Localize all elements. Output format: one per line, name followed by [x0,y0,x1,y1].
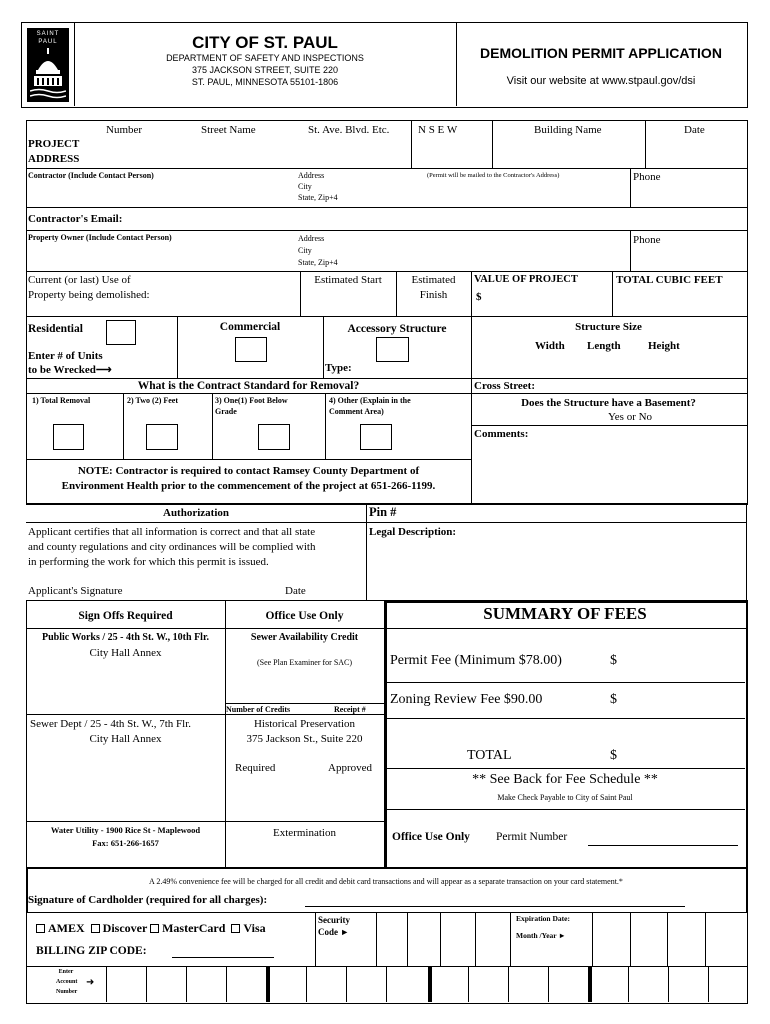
certify-line-1: Applicant certifies that all information is correct and that all state [28,526,316,538]
commercial-label: Commercial [219,321,281,333]
certify-line-2: and county regulations and city ordinances will be complied with [28,541,316,553]
city-logo [27,28,69,102]
capitol-dome-icon [30,48,66,100]
contract-standard-title: What is the Contract Standard for Removal? [137,380,360,392]
one-foot-checkbox[interactable] [258,424,290,450]
office-use-title: Office Use Only [265,610,344,622]
enter-account-label-2: Account [56,979,78,985]
units-label-1: Enter # of Units [28,350,103,362]
total-removal-checkbox[interactable] [53,424,84,450]
payable-note: Make Check Payable to City of Saint Paul [497,793,633,802]
arrow-right-icon: ➜ [86,977,95,988]
fees-office-use-label: Office Use Only [392,831,470,843]
project-suffix-label: St. Ave. Blvd. Etc. [308,124,390,136]
sac-note: (See Plan Examiner for SAC) [256,658,353,667]
contractor-phone-label: Phone [633,171,661,183]
contractor-label: Contractor (Include Contact Person) [28,171,154,180]
water-utility-2: Fax: 651-266-1657 [92,838,159,848]
security-code-label-2: Code ► [318,927,350,937]
billing-zip-input[interactable] [172,957,274,958]
pin-label: Pin # [369,505,397,519]
note-line-1: NOTE: Contractor is required to contact Ramsey County Department of [77,465,420,477]
option-other-1: 4) Other (Explain in the [329,396,411,405]
permit-fee-dollar: $ [610,653,617,668]
number-of-credits-label: Number of Credits [226,705,291,714]
residential-units-box[interactable] [106,320,136,345]
project-label: PROJECT [28,138,80,150]
cardholder-signature-input[interactable] [305,906,685,907]
option-one-foot-1: 3) One(1) Foot Below [215,396,288,405]
basement-question: Does the Structure have a Basement? [521,397,696,409]
dept-address1: 375 JACKSON STREET, SUITE 220 [191,65,339,75]
structure-size-label: Structure Size [575,321,642,333]
total-cubic-feet-label: TOTAL CUBIC FEET [616,274,723,286]
form-title: DEMOLITION PERMIT APPLICATION [480,45,722,61]
card-type-options[interactable] [36,922,266,936]
option-two-feet: 2) Two (2) Feet [127,396,179,405]
cardholder-signature-label: Signature of Cardholder (required for all charges): [28,894,268,906]
expiration-label-1: Expiration Date: [516,914,570,923]
zoning-fee-dollar: $ [610,692,617,707]
residential-label: Residential [28,323,83,335]
project-number-label: Number [106,124,143,136]
applicant-date-label: Date [285,585,306,597]
estimated-start-label: Estimated Start [314,274,382,286]
accessory-box[interactable] [376,337,409,362]
historical-preservation-2: 375 Jackson St., Suite 220 [246,733,363,745]
receipt-label: Receipt # [334,705,366,714]
contractor-city-label: City [298,182,312,191]
two-feet-checkbox[interactable] [146,424,178,450]
permit-number-label: Permit Number [496,831,568,843]
certify-line-3: in performing the work for which this permit is issued. [28,556,269,568]
value-dollar-sign: $ [476,291,482,303]
water-utility-1: Water Utility - 1900 Rice St - Maplewood [50,825,201,835]
billing-zip-label: BILLING ZIP CODE: [36,945,147,957]
legal-description-label: Legal Description: [369,526,457,538]
owner-state-label: State, Zip+4 [298,258,338,267]
length-label: Length [587,340,621,352]
permit-fee-label: Permit Fee (Minimum $78.00) [390,653,562,668]
enter-account-label-3: Number [56,989,78,995]
approved-label[interactable]: Approved [328,762,372,774]
mastercard-label: MasterCard [162,921,226,935]
comments-label: Comments: [474,428,529,440]
current-use-label-2: Property being demolished: [28,289,150,301]
contractor-mail-note: (Permit will be mailed to the Contractor's Address) [427,172,560,179]
fees-box [385,601,748,869]
discover-checkbox[interactable] [91,924,100,933]
security-code-label-1: Security [318,915,350,925]
accessory-structure-label: Accessory Structure [347,323,447,335]
total-dollar: $ [610,748,617,763]
contractor-email-label: Contractor's Email: [28,213,123,225]
commercial-box[interactable] [235,337,267,362]
note-line-2: Environment Health prior to the commencement of the project at 651-266-1199. [61,480,436,492]
units-label-2: to be Wrecked⟶ [28,364,112,376]
contractor-state-label: State, Zip+4 [298,193,338,202]
fee-schedule-note: ** See Back for Fee Schedule ** [472,772,658,787]
dept-name: DEPARTMENT OF SAFETY AND INSPECTIONS [166,53,364,63]
public-works-2: City Hall Annex [89,647,162,659]
city-name: CITY OF ST. PAUL [192,33,338,52]
option-other-2: Comment Area) [329,407,384,416]
signoffs-title: Sign Offs Required [78,610,173,622]
historical-preservation-1: Historical Preservation [253,718,356,730]
owner-phone-label: Phone [633,234,661,246]
total-label: TOTAL [467,748,512,763]
estimated-finish-label-2: Finish [419,289,448,301]
contractor-address-label: Address [298,171,325,180]
cross-street-label: Cross Street: [474,380,535,392]
project-building-label: Building Name [534,124,602,136]
option-total-removal: 1) Total Removal [32,396,91,405]
sewer-dept-1: Sewer Dept / 25 - 4th St. W., 7th Flr. [30,718,192,730]
contractor-email-input[interactable] [140,210,740,228]
amex-checkbox[interactable] [36,924,45,933]
other-checkbox[interactable] [360,424,392,450]
owner-label: Property Owner (Include Contact Person) [28,233,172,242]
owner-city-label: City [298,246,312,255]
comments-input[interactable] [474,442,742,500]
option-one-foot-2: Grade [215,407,237,416]
authorization-title: Authorization [163,507,229,519]
sewer-dept-2: City Hall Annex [89,733,162,745]
convenience-fee-note: A 2.49% convenience fee will be charged for all credit and debit card transactions and will appear as a separate transaction on your card statement.* [149,877,623,886]
visa-label: Visa [243,921,266,935]
address-label: ADDRESS [28,153,80,165]
public-works-1: Public Works / 25 - 4th St. W., 10th Flr. [42,632,209,643]
current-use-label-1: Current (or last) Use of [28,274,131,286]
discover-label: Discover [102,921,148,935]
value-of-project-label: VALUE OF PROJECT [474,274,578,285]
project-direction-label: N S E W [418,124,458,136]
estimated-finish-label-1: Estimated [411,274,456,286]
applicant-signature-input[interactable] [120,580,280,598]
height-label: Height [648,340,680,352]
sewer-credit-label: Sewer Availability Credit [250,632,359,643]
dept-address2: ST. PAUL, MINNESOTA 55101-1806 [191,77,339,87]
website: Visit our website at www.stpaul.gov/dsi [506,75,696,87]
summary-fees-title: SUMMARY OF FEES [483,604,647,623]
visa-checkbox[interactable] [231,924,240,933]
owner-address-label: Address [298,234,325,243]
project-date-label: Date [684,124,705,136]
project-address-input[interactable] [130,138,406,166]
basement-yes-no[interactable]: Yes or No [607,411,653,423]
expiration-label-2: Month /Year ► [516,931,566,940]
logo-text: SAINT PAUL [36,31,60,45]
enter-account-label-1: Enter [58,969,74,975]
required-label[interactable]: Required [235,762,276,774]
zoning-fee-label: Zoning Review Fee $90.00 [390,692,543,707]
accessory-type-label: Type: [325,362,352,374]
mastercard-checkbox[interactable] [150,924,159,933]
amex-label: AMEX [48,921,85,935]
project-street-label: Street Name [201,124,256,136]
applicant-signature-label: Applicant's Signature [28,585,123,597]
permit-number-input[interactable] [588,845,738,846]
extermination-label: Extermination [273,827,336,839]
width-label: Width [535,340,565,352]
account-number-row[interactable] [26,966,748,1004]
